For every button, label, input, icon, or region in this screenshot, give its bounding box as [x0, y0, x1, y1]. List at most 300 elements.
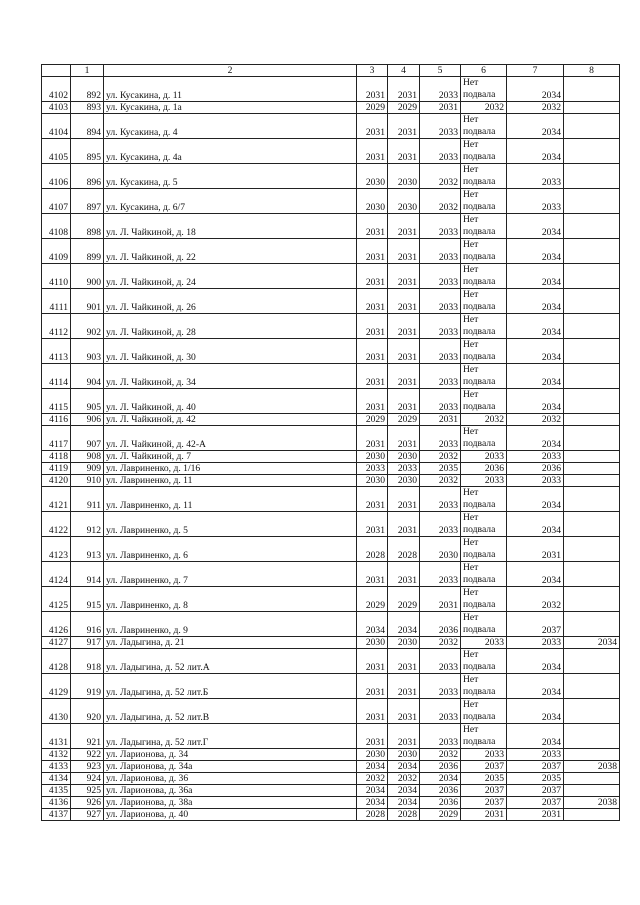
row-id-cell: 4132 — [42, 749, 71, 761]
row-number-cell: 911 — [71, 487, 104, 512]
col6-cell: Нет подвала — [461, 114, 507, 139]
address-cell: ул. Ладыгина, д. 52 лит.Г — [104, 724, 357, 749]
col7-cell: 2034 — [507, 264, 564, 289]
col6-cell: 2033 — [461, 451, 507, 463]
row-number-cell: 897 — [71, 189, 104, 214]
col5-cell: 2032 — [420, 475, 461, 487]
col5-cell: 2033 — [420, 289, 461, 314]
col7-cell: 2034 — [507, 674, 564, 699]
col5-cell: 2033 — [420, 264, 461, 289]
col4-cell: 2031 — [388, 649, 420, 674]
col6-cell: Нет подвала — [461, 364, 507, 389]
row-number-cell: 903 — [71, 339, 104, 364]
col3-cell: 2034 — [357, 785, 388, 797]
row-id-cell: 4104 — [42, 114, 71, 139]
col3-cell: 2030 — [357, 475, 388, 487]
col5-cell: 2033 — [420, 239, 461, 264]
row-id-cell: 4125 — [42, 587, 71, 612]
col3-cell: 2030 — [357, 637, 388, 649]
col8-cell — [564, 364, 620, 389]
row-number-cell: 913 — [71, 537, 104, 562]
col8-cell — [564, 426, 620, 451]
col7-cell: 2034 — [507, 426, 564, 451]
col5-cell: 2033 — [420, 674, 461, 699]
row-number-cell: 904 — [71, 364, 104, 389]
address-cell: ул. Л. Чайкиной, д. 24 — [104, 264, 357, 289]
col3-cell: 2028 — [357, 809, 388, 821]
col4-cell: 2030 — [388, 749, 420, 761]
col5-cell: 2034 — [420, 773, 461, 785]
col3-cell: 2028 — [357, 537, 388, 562]
col7-cell: 2037 — [507, 785, 564, 797]
row-number-cell: 923 — [71, 761, 104, 773]
col6-cell: Нет подвала — [461, 77, 507, 102]
row-id-cell: 4116 — [42, 414, 71, 426]
col7-cell: 2034 — [507, 289, 564, 314]
col3-cell: 2034 — [357, 797, 388, 809]
header-cell: 4 — [388, 65, 420, 77]
col3-cell: 2031 — [357, 289, 388, 314]
address-cell: ул. Л. Чайкиной, д. 42-А — [104, 426, 357, 451]
col3-cell: 2031 — [357, 364, 388, 389]
col7-cell: 2034 — [507, 339, 564, 364]
col4-cell: 2030 — [388, 637, 420, 649]
address-cell: ул. Ларионова, д. 34 — [104, 749, 357, 761]
col3-cell: 2031 — [357, 389, 388, 414]
row-number-cell: 927 — [71, 809, 104, 821]
col6-cell: 2035 — [461, 773, 507, 785]
col8-cell: 2038 — [564, 761, 620, 773]
col6-cell: Нет подвала — [461, 189, 507, 214]
col8-cell — [564, 475, 620, 487]
col5-cell: 2032 — [420, 189, 461, 214]
col3-cell: 2030 — [357, 749, 388, 761]
col7-cell: 2037 — [507, 797, 564, 809]
table-row — [42, 649, 620, 674]
col4-cell: 2029 — [388, 102, 420, 114]
address-cell: ул. Кусакина, д. 5 — [104, 164, 357, 189]
col6-cell: 2037 — [461, 785, 507, 797]
col3-cell: 2031 — [357, 699, 388, 724]
col5-cell: 2033 — [420, 214, 461, 239]
row-id-cell: 4113 — [42, 339, 71, 364]
col8-cell: 2038 — [564, 797, 620, 809]
address-cell: ул. Лавриненко, д. 11 — [104, 487, 357, 512]
row-id-cell: 4115 — [42, 389, 71, 414]
col6-cell: Нет подвала — [461, 239, 507, 264]
table-row — [42, 785, 620, 797]
address-cell: ул. Лавриненко, д. 11 — [104, 475, 357, 487]
col8-cell — [564, 809, 620, 821]
col3-cell: 2031 — [357, 264, 388, 289]
table-row — [42, 102, 620, 114]
col3-cell: 2029 — [357, 102, 388, 114]
address-cell: ул. Л. Чайкиной, д. 28 — [104, 314, 357, 339]
row-number-cell: 924 — [71, 773, 104, 785]
header-cell — [42, 65, 71, 77]
row-id-cell: 4107 — [42, 189, 71, 214]
address-cell: ул. Ладыгина, д. 52 лит.В — [104, 699, 357, 724]
row-number-cell: 908 — [71, 451, 104, 463]
col6-cell: 2031 — [461, 809, 507, 821]
address-cell: ул. Ладыгина, д. 21 — [104, 637, 357, 649]
register-table — [41, 64, 620, 821]
row-number-cell: 893 — [71, 102, 104, 114]
table-row — [42, 773, 620, 785]
address-cell: ул. Кусакина, д. 6/7 — [104, 189, 357, 214]
address-cell: ул. Л. Чайкиной, д. 34 — [104, 364, 357, 389]
col6-cell: Нет подвала — [461, 314, 507, 339]
address-cell: ул. Л. Чайкиной, д. 42 — [104, 414, 357, 426]
col4-cell: 2032 — [388, 773, 420, 785]
col4-cell: 2029 — [388, 587, 420, 612]
row-number-cell: 922 — [71, 749, 104, 761]
col3-cell: 2031 — [357, 139, 388, 164]
col7-cell: 2034 — [507, 77, 564, 102]
address-cell: ул. Кусакина, д. 1а — [104, 102, 357, 114]
col4-cell: 2031 — [388, 264, 420, 289]
col8-cell — [564, 487, 620, 512]
col5-cell: 2035 — [420, 463, 461, 475]
row-id-cell: 4106 — [42, 164, 71, 189]
row-id-cell: 4102 — [42, 77, 71, 102]
row-number-cell: 896 — [71, 164, 104, 189]
table-row — [42, 809, 620, 821]
col6-cell: Нет подвала — [461, 339, 507, 364]
col8-cell — [564, 612, 620, 637]
header-cell: 3 — [357, 65, 388, 77]
col8-cell — [564, 414, 620, 426]
col6-cell: Нет подвала — [461, 164, 507, 189]
col8-cell — [564, 114, 620, 139]
col7-cell: 2034 — [507, 389, 564, 414]
col6-cell: 2037 — [461, 761, 507, 773]
col7-cell: 2034 — [507, 649, 564, 674]
col6-cell: Нет подвала — [461, 139, 507, 164]
row-id-cell: 4103 — [42, 102, 71, 114]
header-cell: 6 — [461, 65, 507, 77]
col8-cell — [564, 724, 620, 749]
col4-cell: 2031 — [388, 314, 420, 339]
col7-cell: 2033 — [507, 749, 564, 761]
col8-cell — [564, 699, 620, 724]
col4-cell: 2031 — [388, 426, 420, 451]
row-id-cell: 4130 — [42, 699, 71, 724]
col8-cell — [564, 214, 620, 239]
col3-cell: 2031 — [357, 426, 388, 451]
col6-cell: 2033 — [461, 475, 507, 487]
address-cell: ул. Ларионова, д. 34а — [104, 761, 357, 773]
row-id-cell: 4121 — [42, 487, 71, 512]
table-row — [42, 487, 620, 512]
col5-cell: 2029 — [420, 809, 461, 821]
col8-cell — [564, 451, 620, 463]
col3-cell: 2031 — [357, 487, 388, 512]
col4-cell: 2033 — [388, 463, 420, 475]
col5-cell: 2036 — [420, 612, 461, 637]
col7-cell: 2037 — [507, 612, 564, 637]
address-cell: ул. Л. Чайкиной, д. 22 — [104, 239, 357, 264]
col6-cell: 2032 — [461, 414, 507, 426]
address-cell: ул. Ларионова, д. 38а — [104, 797, 357, 809]
col8-cell — [564, 587, 620, 612]
col8-cell — [564, 389, 620, 414]
col6-cell: 2033 — [461, 637, 507, 649]
col4-cell: 2031 — [388, 239, 420, 264]
row-number-cell: 915 — [71, 587, 104, 612]
table-row — [42, 264, 620, 289]
table-row — [42, 164, 620, 189]
col5-cell: 2033 — [420, 339, 461, 364]
col3-cell: 2031 — [357, 214, 388, 239]
table-row — [42, 114, 620, 139]
row-id-cell: 4122 — [42, 512, 71, 537]
table-row — [42, 139, 620, 164]
table-row — [42, 749, 620, 761]
col8-cell — [564, 749, 620, 761]
col8-cell — [564, 189, 620, 214]
col5-cell: 2033 — [420, 512, 461, 537]
row-id-cell: 4136 — [42, 797, 71, 809]
col4-cell: 2031 — [388, 674, 420, 699]
col4-cell: 2031 — [388, 364, 420, 389]
row-id-cell: 4111 — [42, 289, 71, 314]
col3-cell: 2031 — [357, 114, 388, 139]
row-id-cell: 4110 — [42, 264, 71, 289]
col8-cell — [564, 102, 620, 114]
col3-cell: 2031 — [357, 512, 388, 537]
col8-cell — [564, 77, 620, 102]
table-row — [42, 289, 620, 314]
header-cell: 7 — [507, 65, 564, 77]
row-id-cell: 4131 — [42, 724, 71, 749]
row-id-cell: 4117 — [42, 426, 71, 451]
table-row — [42, 797, 620, 809]
col7-cell: 2033 — [507, 451, 564, 463]
col4-cell: 2031 — [388, 289, 420, 314]
row-number-cell: 907 — [71, 426, 104, 451]
col8-cell: 2034 — [564, 637, 620, 649]
col6-cell: Нет подвала — [461, 587, 507, 612]
table-row — [42, 562, 620, 587]
col7-cell: 2037 — [507, 761, 564, 773]
col6-cell: 2032 — [461, 102, 507, 114]
col4-cell: 2031 — [388, 214, 420, 239]
col6-cell: Нет подвала — [461, 264, 507, 289]
address-cell: ул. Л. Чайкиной, д. 40 — [104, 389, 357, 414]
row-id-cell: 4123 — [42, 537, 71, 562]
table-row — [42, 77, 620, 102]
table-row — [42, 214, 620, 239]
col7-cell: 2034 — [507, 114, 564, 139]
row-id-cell: 4105 — [42, 139, 71, 164]
col4-cell: 2031 — [388, 339, 420, 364]
col4-cell: 2031 — [388, 139, 420, 164]
table-row — [42, 314, 620, 339]
row-id-cell: 4133 — [42, 761, 71, 773]
col7-cell: 2034 — [507, 239, 564, 264]
col4-cell: 2029 — [388, 414, 420, 426]
col4-cell: 2031 — [388, 389, 420, 414]
row-id-cell: 4109 — [42, 239, 71, 264]
row-number-cell: 892 — [71, 77, 104, 102]
col3-cell: 2031 — [357, 562, 388, 587]
col3-cell: 2031 — [357, 339, 388, 364]
header-cell: 5 — [420, 65, 461, 77]
address-cell: ул. Кусакина, д. 11 — [104, 77, 357, 102]
row-id-cell: 4137 — [42, 809, 71, 821]
col5-cell: 2033 — [420, 487, 461, 512]
col5-cell: 2031 — [420, 102, 461, 114]
table-row — [42, 189, 620, 214]
col7-cell: 2032 — [507, 587, 564, 612]
col8-cell — [564, 339, 620, 364]
col7-cell: 2034 — [507, 487, 564, 512]
table-row — [42, 674, 620, 699]
col4-cell: 2034 — [388, 785, 420, 797]
table-row — [42, 537, 620, 562]
col6-cell: Нет подвала — [461, 562, 507, 587]
address-cell: ул. Ладыгина, д. 52 лит.А — [104, 649, 357, 674]
row-number-cell: 902 — [71, 314, 104, 339]
col5-cell: 2033 — [420, 314, 461, 339]
col4-cell: 2034 — [388, 797, 420, 809]
col6-cell: Нет подвала — [461, 389, 507, 414]
row-id-cell: 4118 — [42, 451, 71, 463]
col5-cell: 2030 — [420, 537, 461, 562]
col5-cell: 2033 — [420, 724, 461, 749]
col6-cell: Нет подвала — [461, 214, 507, 239]
table-row — [42, 512, 620, 537]
table-row — [42, 612, 620, 637]
row-id-cell: 4119 — [42, 463, 71, 475]
row-id-cell: 4112 — [42, 314, 71, 339]
col3-cell: 2031 — [357, 314, 388, 339]
table-row — [42, 426, 620, 451]
table-row — [42, 389, 620, 414]
col5-cell: 2032 — [420, 451, 461, 463]
table-row — [42, 475, 620, 487]
col6-cell: Нет подвала — [461, 674, 507, 699]
header-cell: 1 — [71, 65, 104, 77]
col6-cell: Нет подвала — [461, 649, 507, 674]
col3-cell: 2030 — [357, 164, 388, 189]
col5-cell: 2033 — [420, 114, 461, 139]
col4-cell: 2031 — [388, 562, 420, 587]
col7-cell: 2033 — [507, 164, 564, 189]
col4-cell: 2031 — [388, 724, 420, 749]
col4-cell: 2030 — [388, 451, 420, 463]
col3-cell: 2031 — [357, 724, 388, 749]
address-cell: ул. Л. Чайкиной, д. 18 — [104, 214, 357, 239]
col4-cell: 2031 — [388, 77, 420, 102]
col5-cell: 2036 — [420, 761, 461, 773]
table-row — [42, 451, 620, 463]
col3-cell: 2034 — [357, 761, 388, 773]
col5-cell: 2033 — [420, 77, 461, 102]
row-number-cell: 894 — [71, 114, 104, 139]
col5-cell: 2033 — [420, 699, 461, 724]
row-id-cell: 4114 — [42, 364, 71, 389]
col6-cell: Нет подвала — [461, 289, 507, 314]
col7-cell: 2031 — [507, 809, 564, 821]
col5-cell: 2031 — [420, 587, 461, 612]
col6-cell: Нет подвала — [461, 426, 507, 451]
col7-cell: 2034 — [507, 139, 564, 164]
row-id-cell: 4134 — [42, 773, 71, 785]
col3-cell: 2031 — [357, 239, 388, 264]
col3-cell: 2031 — [357, 649, 388, 674]
address-cell: ул. Лавриненко, д. 1/16 — [104, 463, 357, 475]
header-cell: 8 — [564, 65, 620, 77]
table-row — [42, 463, 620, 475]
col7-cell: 2033 — [507, 637, 564, 649]
row-id-cell: 4135 — [42, 785, 71, 797]
col7-cell: 2033 — [507, 189, 564, 214]
col7-cell: 2032 — [507, 414, 564, 426]
col8-cell — [564, 314, 620, 339]
col5-cell: 2036 — [420, 785, 461, 797]
col8-cell — [564, 239, 620, 264]
col5-cell: 2033 — [420, 426, 461, 451]
table-row — [42, 239, 620, 264]
col7-cell: 2034 — [507, 699, 564, 724]
col5-cell: 2033 — [420, 139, 461, 164]
table-row — [42, 761, 620, 773]
col3-cell: 2030 — [357, 189, 388, 214]
col8-cell — [564, 512, 620, 537]
col6-cell: Нет подвала — [461, 487, 507, 512]
header-cell: 2 — [104, 65, 357, 77]
col8-cell — [564, 649, 620, 674]
col5-cell: 2032 — [420, 749, 461, 761]
col6-cell: 2036 — [461, 463, 507, 475]
address-cell: ул. Ларионова, д. 36 — [104, 773, 357, 785]
col7-cell: 2034 — [507, 562, 564, 587]
row-number-cell: 916 — [71, 612, 104, 637]
col4-cell: 2034 — [388, 612, 420, 637]
table-row — [42, 699, 620, 724]
col4-cell: 2031 — [388, 699, 420, 724]
row-number-cell: 909 — [71, 463, 104, 475]
col4-cell: 2030 — [388, 189, 420, 214]
row-id-cell: 4127 — [42, 637, 71, 649]
col3-cell: 2029 — [357, 414, 388, 426]
col7-cell: 2032 — [507, 102, 564, 114]
row-number-cell: 912 — [71, 512, 104, 537]
header-row — [42, 65, 620, 77]
table-row — [42, 339, 620, 364]
col4-cell: 2031 — [388, 114, 420, 139]
address-cell: ул. Ладыгина, д. 52 лит.Б — [104, 674, 357, 699]
col8-cell — [564, 139, 620, 164]
col3-cell: 2031 — [357, 77, 388, 102]
col7-cell: 2034 — [507, 364, 564, 389]
address-cell: ул. Лавриненко, д. 5 — [104, 512, 357, 537]
address-cell: ул. Лавриненко, д. 9 — [104, 612, 357, 637]
row-number-cell: 920 — [71, 699, 104, 724]
col7-cell: 2035 — [507, 773, 564, 785]
col5-cell: 2031 — [420, 414, 461, 426]
row-id-cell: 4120 — [42, 475, 71, 487]
col7-cell: 2034 — [507, 314, 564, 339]
col7-cell: 2034 — [507, 512, 564, 537]
row-number-cell: 914 — [71, 562, 104, 587]
address-cell: ул. Кусакина, д. 4а — [104, 139, 357, 164]
col5-cell: 2032 — [420, 164, 461, 189]
col3-cell: 2032 — [357, 773, 388, 785]
col6-cell: Нет подвала — [461, 537, 507, 562]
